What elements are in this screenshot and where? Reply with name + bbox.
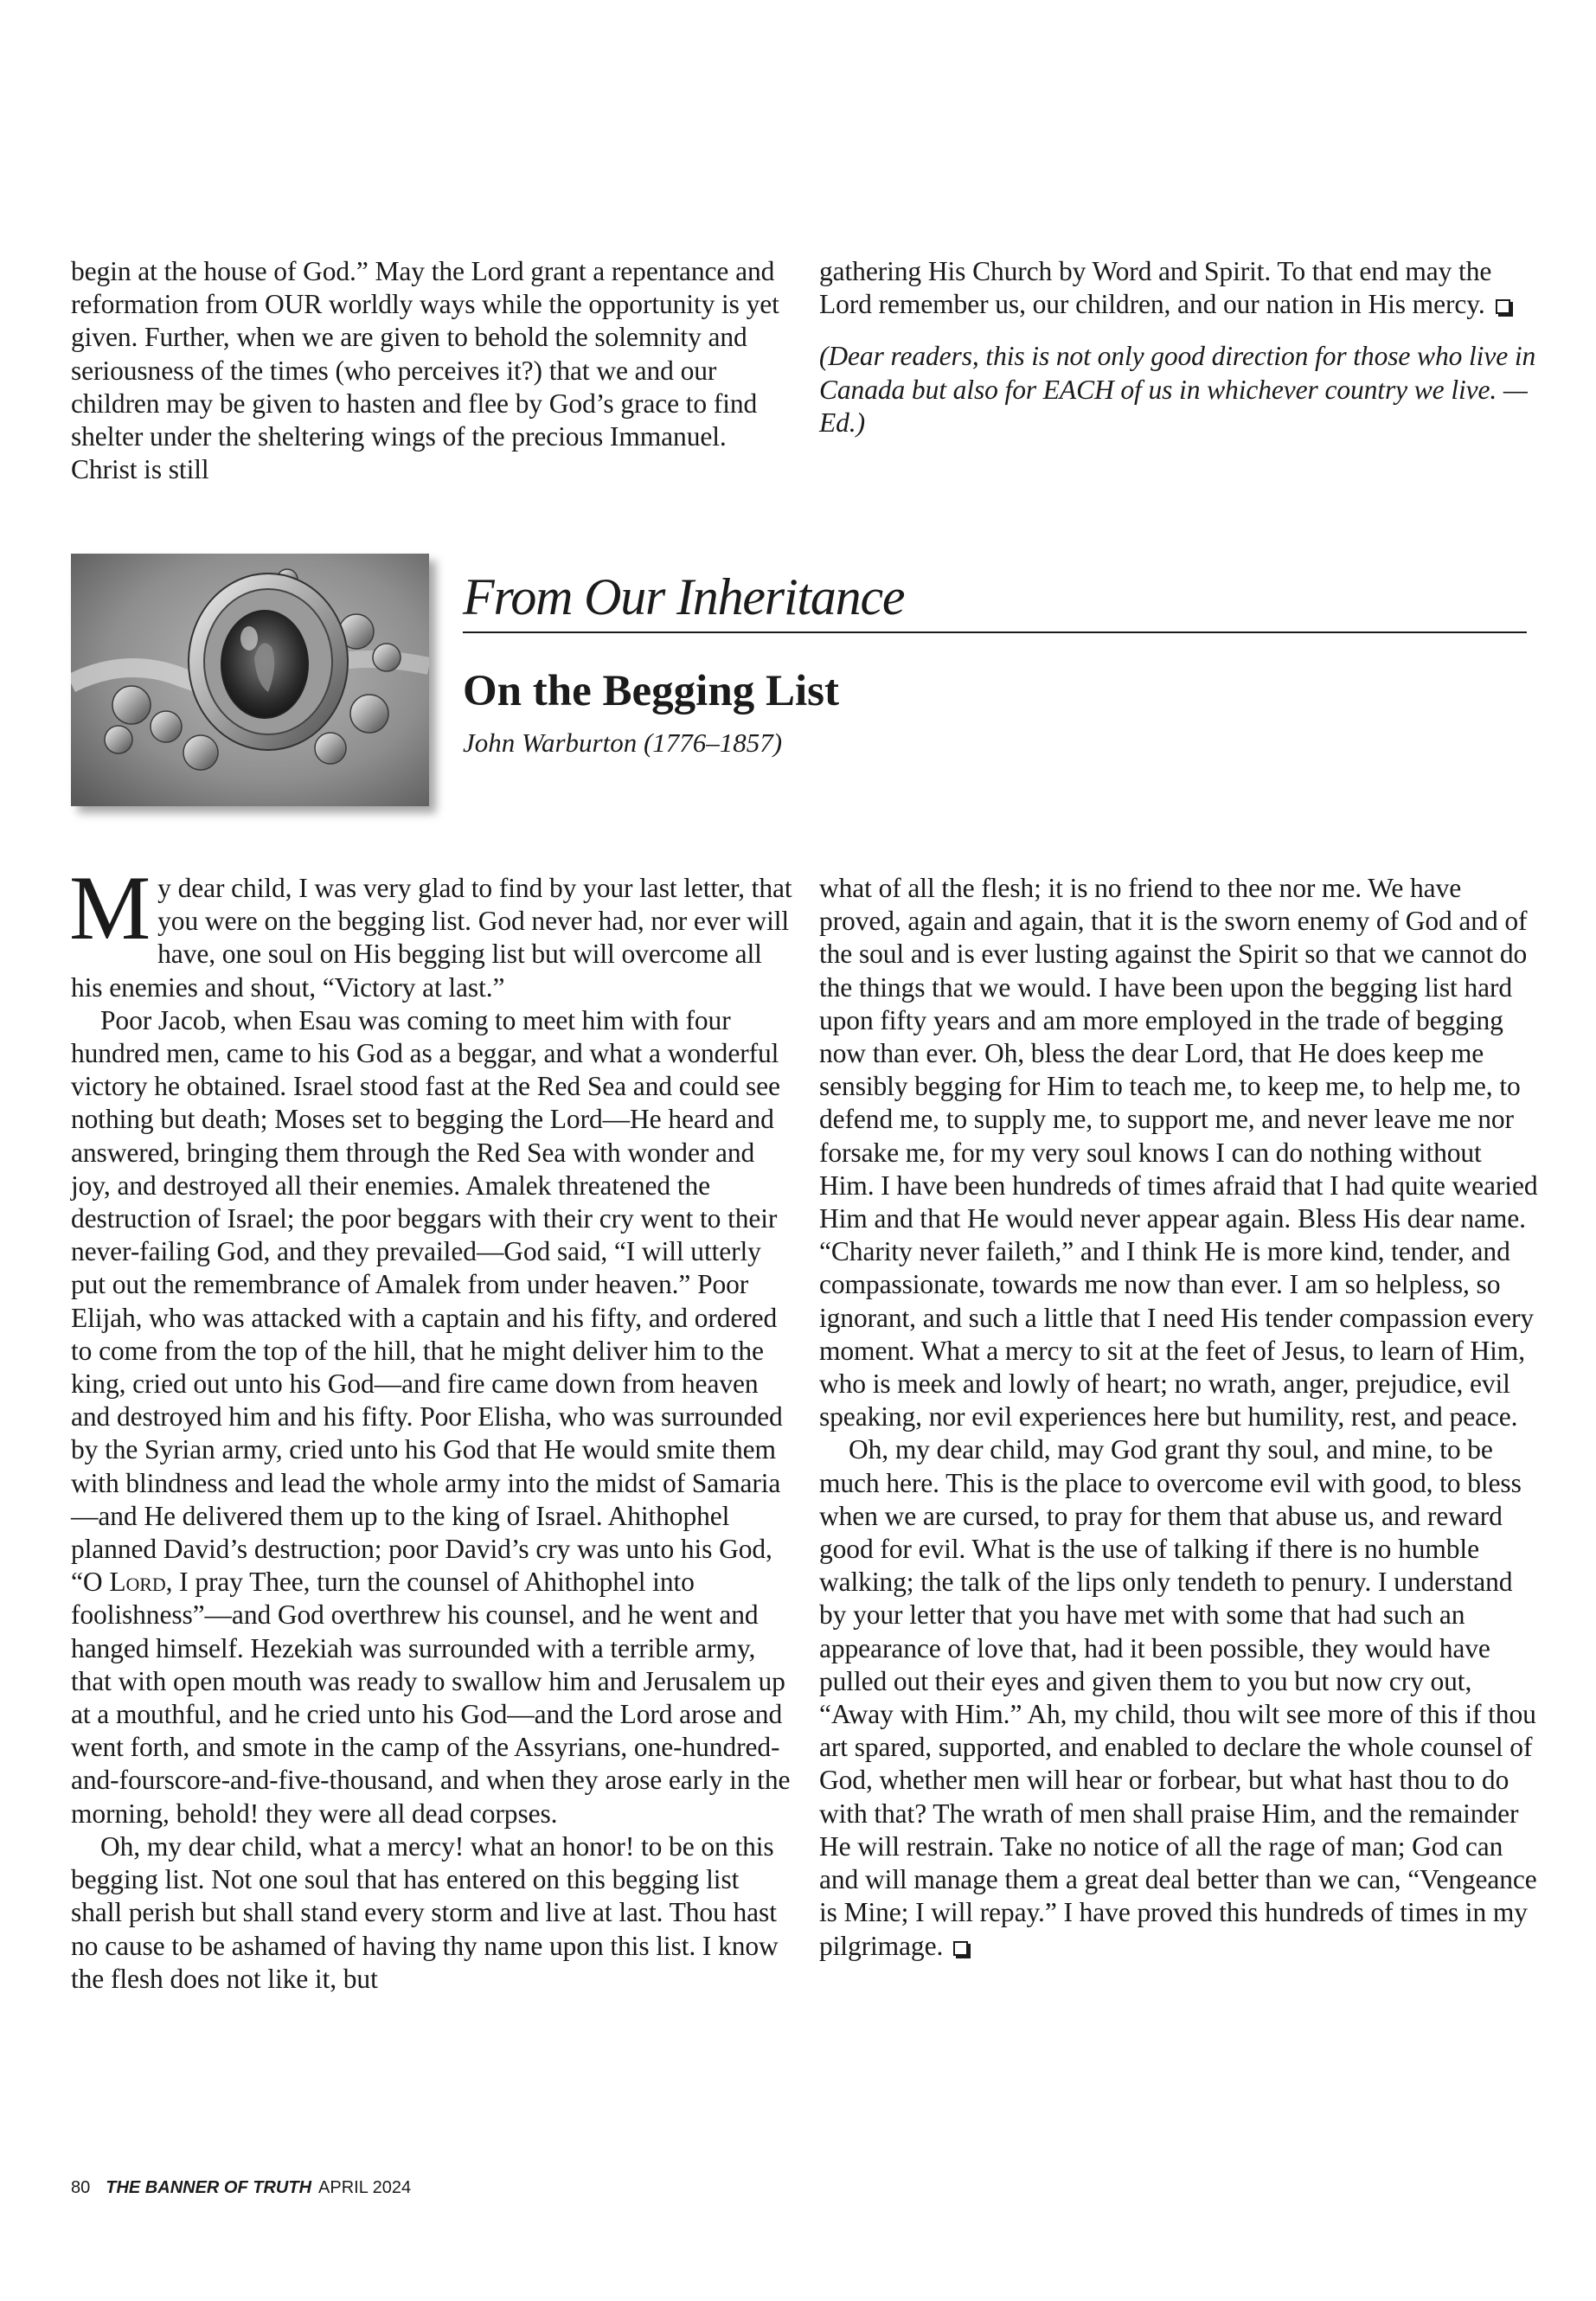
editor-note: (Dear readers, this is not only good direction for those who live in Canada but also for EACH of us in whichever country we live. —Ed.) (819, 341, 1536, 438)
article-paragraph-5-text: Oh, my dear child, may God grant thy soul, and mine, to be much here. This is the place to overcome evil with good, to bless when we are cursed, to pray for them that abuse us, and reward good for evil. What is the use of talking if there is no humble walking; the talk of the lips only tendeth to penury. I understand by your letter that you have met with some that had such an appearance of love that, had it been possible, they would have pulled out their eyes and given them to you but now cry out, “Away with Him.” Ah, my child, thou wilt see more of this if thou art spared, supported, and enabled to declare the whole counsel of God, whether men will hear or forbear, but what hast thou to do with that? The wrath of men shall praise Him, and the remainder He will restrain. Take no notice of all the rage of man; God can and will manage them a great deal better than we can, “Vengeance is Mine; I will repay.” I have proved this hundreds of times in my pilgrimage. (819, 1434, 1537, 1961)
continued-text-right-column (819, 255, 1542, 439)
article-paragraph-3: Oh, my dear child, what a mercy! what an honor! to be on this begging list. Not one soul that has entered on this begging list shall perish but shall stand every storm and live at last. Thou hast no cause to be ashamed of having thy name upon this list. I know the flesh does not like it, but (71, 1830, 779, 1994)
continued-paragraph-right-text: gathering His Church by Word and Spirit. To that end may the Lord remember us, our children, and our nation in His mercy. (819, 256, 1492, 320)
continued-paragraph-right (819, 255, 1542, 321)
article-title: On the Begging List (463, 667, 839, 715)
antique-ring-photo (71, 554, 429, 806)
article-paragraph-5 (819, 1433, 1542, 1962)
article-paragraph-2-continued: , I pray Thee, turn the counsel of Ahithophel into foolishness”—and God overthrew his counsel, and he went and hanged himself. Hezekiah was surrounded with a terrible army, that with open mouth was ready to swallow him and Jerusalem up at a mouthful, and he cried unto his God—and the Lord arose and went forth, and smote in the camp of the Assyrians, one-hundred-and-fourscore-and-five-thousand, and when they arose early in the morning, behold! they were all dead corpses. (71, 1567, 791, 1829)
page-number: 80 (71, 2178, 91, 2197)
article-paragraph-2-text: Poor Jacob, when Esau was coming to meet him with four hundred men, came to his God as a beggar, and what a wonderful victory he obtained. Israel stood fast at the Red Sea and could see nothing but death; Moses set to begging the Lord—He heard and answered, bringing them through the Red Sea with wonder and joy, and destroyed all their enemies. Amalek threatened the destruction of Israel; the poor beggars with their cry went to their never-failing God, and they prevailed—God said, “I will utterly put out the remembrance of Amalek from under heaven.” Poor Elijah, who was attacked with a captain and his fifty, and ordered to come from the top of the hill, that he might deliver him to the king, cried out unto his God—and fire came down from heaven and destroyed him and his fifty. Poor Elisha, who was surrounded by the Syrian army, cried unto his God that He would smite them with blindness and lead the whole army into the midst of Samaria—and He delivered them up to the king of Israel. Ahithophel planned David’s destruction; poor David’s cry was unto his God, “O (71, 1004, 783, 1598)
small-caps-lord: Lord (109, 1567, 166, 1598)
page-footer (71, 2177, 411, 2198)
publication-name: THE BANNER OF TRUTH (106, 2178, 312, 2197)
continued-text-left-column (71, 255, 793, 486)
article-author: John Warburton (1776–1857) (463, 727, 783, 758)
drop-cap: M (69, 857, 151, 958)
end-of-article-box-icon (953, 1941, 968, 1956)
section-divider (463, 631, 1527, 633)
article-body-right-column (819, 872, 1542, 1963)
article-paragraph-1 (69, 857, 793, 1004)
end-of-article-box-icon (1496, 299, 1510, 314)
article-paragraph-2 (71, 1004, 793, 1830)
continued-paragraph-left: begin at the house of God.” May the Lord grant a repentance and reformation from OUR worldly ways while the opportunity is yet given. Further, when we are given to behold the solemnity and seriousness of the times (who perceives it?) that we and our children may be given to hasten and flee by God’s grace to find shelter under the sheltering wings of the precious Immanuel. Christ is still (71, 256, 779, 485)
section-label: From Our Inheritance (463, 568, 905, 625)
issue-date: APRIL 2024 (318, 2178, 412, 2197)
article-body-left-column (69, 857, 793, 1996)
article-paragraph-4: what of all the flesh; it is no friend to thee nor me. We have proved, again and again, that it is the sworn enemy of God and of the soul and is ever lusting against the Spirit so that we cannot do the things that we would. I have been upon the begging list hard upon fifty years and am more employed in the trade of begging now than ever. Oh, bless the dear Lord, that He does keep me sensibly begging for Him to teach me, to keep me, to help me, to defend me, to supply me, to support me, and never leave me nor forsake me, for my very soul knows I can do nothing without Him. I have been hundreds of times afraid that I had quite wearied Him and that He would never appear again. Bless His dear name. “Charity never faileth,” and I think He is more kind, tender, and compassionate, towards me now than ever. I am so helpless, so ignorant, and such a little that I need His tender compassion every moment. What a mercy to sit at the feet of Jesus, to learn of Him, who is meek and lowly of heart; no wrath, anger, prejudice, evil speaking, nor evil experiences here but humility, rest, and peace. (819, 873, 1538, 1433)
article-paragraph-1-text: y dear child, I was very glad to find by your last letter, that you were on the begging list. God never had, nor ever will have, one soul on His begging list but will overcome all his enemies and shout, “Victory at last.” (71, 873, 792, 1003)
